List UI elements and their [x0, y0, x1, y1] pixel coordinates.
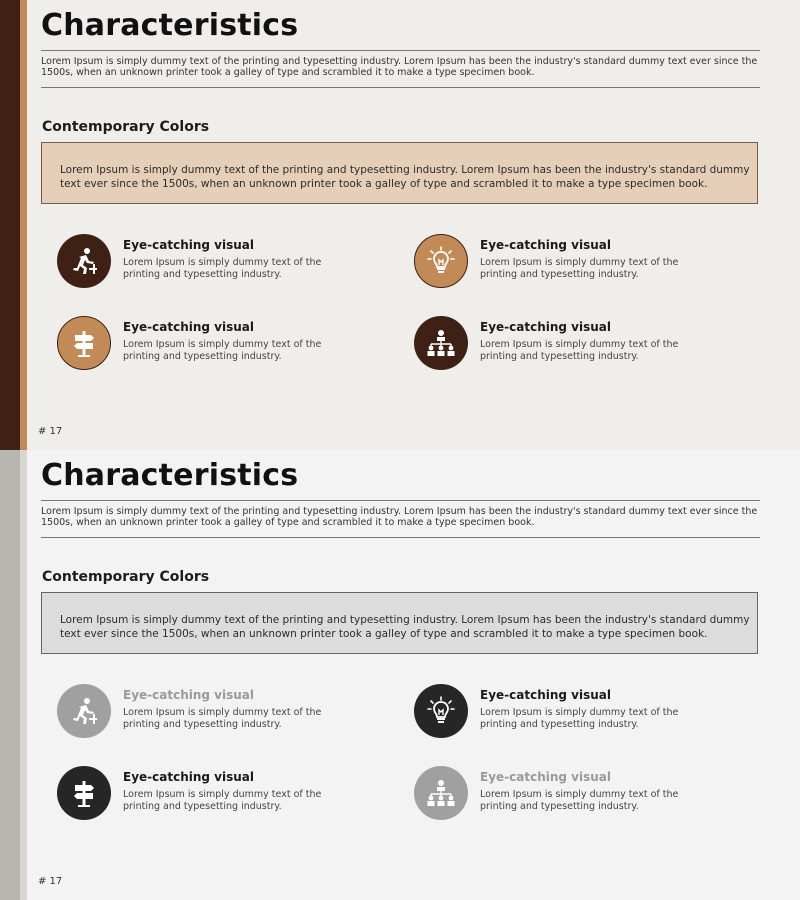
feature-item: [57, 234, 357, 294]
section-heading: Contemporary Colors: [42, 569, 210, 585]
running-person-icon: [57, 684, 111, 738]
feature-item: [57, 766, 357, 826]
org-chart-icon: [414, 766, 468, 820]
feature-text: Lorem Ipsum is simply dummy text of the printing and typesetting industry.: [480, 707, 679, 730]
feature-text: Lorem Ipsum is simply dummy text of the printing and typesetting industry.: [123, 257, 322, 280]
feature-title: Eye-catching visual: [123, 770, 254, 784]
signpost-icon: [57, 766, 111, 820]
feature-title: Eye-catching visual: [480, 320, 611, 334]
feature-text: Lorem Ipsum is simply dummy text of the printing and typesetting industry.: [123, 789, 322, 812]
feature-title: Eye-catching visual: [123, 688, 254, 702]
feature-item: [414, 234, 714, 294]
divider: [41, 87, 760, 88]
slide-gray: [0, 450, 800, 900]
feature-title: Eye-catching visual: [480, 688, 611, 702]
divider: [41, 537, 760, 538]
feature-item: [57, 684, 357, 744]
page-number: # 17: [38, 426, 63, 437]
dark-side-stripe: [0, 450, 20, 900]
feature-item: [414, 766, 714, 826]
feature-item: [57, 316, 357, 376]
org-chart-icon: [414, 316, 468, 370]
feature-text: Lorem Ipsum is simply dummy text of the printing and typesetting industry.: [480, 257, 679, 280]
feature-text: Lorem Ipsum is simply dummy text of the printing and typesetting industry.: [123, 339, 322, 362]
section-heading: Contemporary Colors: [42, 119, 210, 135]
feature-item: [414, 684, 714, 744]
feature-text: Lorem Ipsum is simply dummy text of the printing and typesetting industry.: [480, 789, 679, 812]
accent-side-stripe: [20, 450, 27, 900]
page-title: Characteristics: [41, 458, 299, 493]
intro-text: Lorem Ipsum is simply dummy text of the printing and typesetting industry. Lorem Ipsum has been the industry's standard dummy text ever since the 1500s, when an unknown printer took a galley of type and scrambled it to make a type specimen book.: [41, 506, 758, 528]
feature-item: [414, 316, 714, 376]
feature-title: Eye-catching visual: [123, 238, 254, 252]
highlight-box: [41, 142, 758, 204]
feature-text: Lorem Ipsum is simply dummy text of the printing and typesetting industry.: [480, 339, 679, 362]
feature-title: Eye-catching visual: [123, 320, 254, 334]
highlight-box: [41, 592, 758, 654]
feature-text: Lorem Ipsum is simply dummy text of the printing and typesetting industry.: [123, 707, 322, 730]
lightbulb-icon: [414, 684, 468, 738]
dark-side-stripe: [0, 0, 20, 450]
divider: [41, 50, 760, 51]
divider: [41, 500, 760, 501]
running-person-icon: [57, 234, 111, 288]
page-number: # 17: [38, 876, 63, 887]
lightbulb-icon: [414, 234, 468, 288]
highlight-box-text: Lorem Ipsum is simply dummy text of the printing and typesetting industry. Lorem Ipsum has been the industry's standard dummy text ever since the 1500s, when an unknown printer took a galley of type and scrambled it to make a type specimen book.: [60, 164, 750, 190]
page-title: Characteristics: [41, 8, 299, 43]
highlight-box-text: Lorem Ipsum is simply dummy text of the printing and typesetting industry. Lorem Ipsum has been the industry's standard dummy text ever since the 1500s, when an unknown printer took a galley of type and scrambled it to make a type specimen book.: [60, 614, 750, 640]
accent-side-stripe: [20, 0, 27, 450]
intro-text: Lorem Ipsum is simply dummy text of the printing and typesetting industry. Lorem Ipsum has been the industry's standard dummy text ever since the 1500s, when an unknown printer took a galley of type and scrambled it to make a type specimen book.: [41, 56, 758, 78]
feature-title: Eye-catching visual: [480, 770, 611, 784]
signpost-icon: [57, 316, 111, 370]
feature-title: Eye-catching visual: [480, 238, 611, 252]
